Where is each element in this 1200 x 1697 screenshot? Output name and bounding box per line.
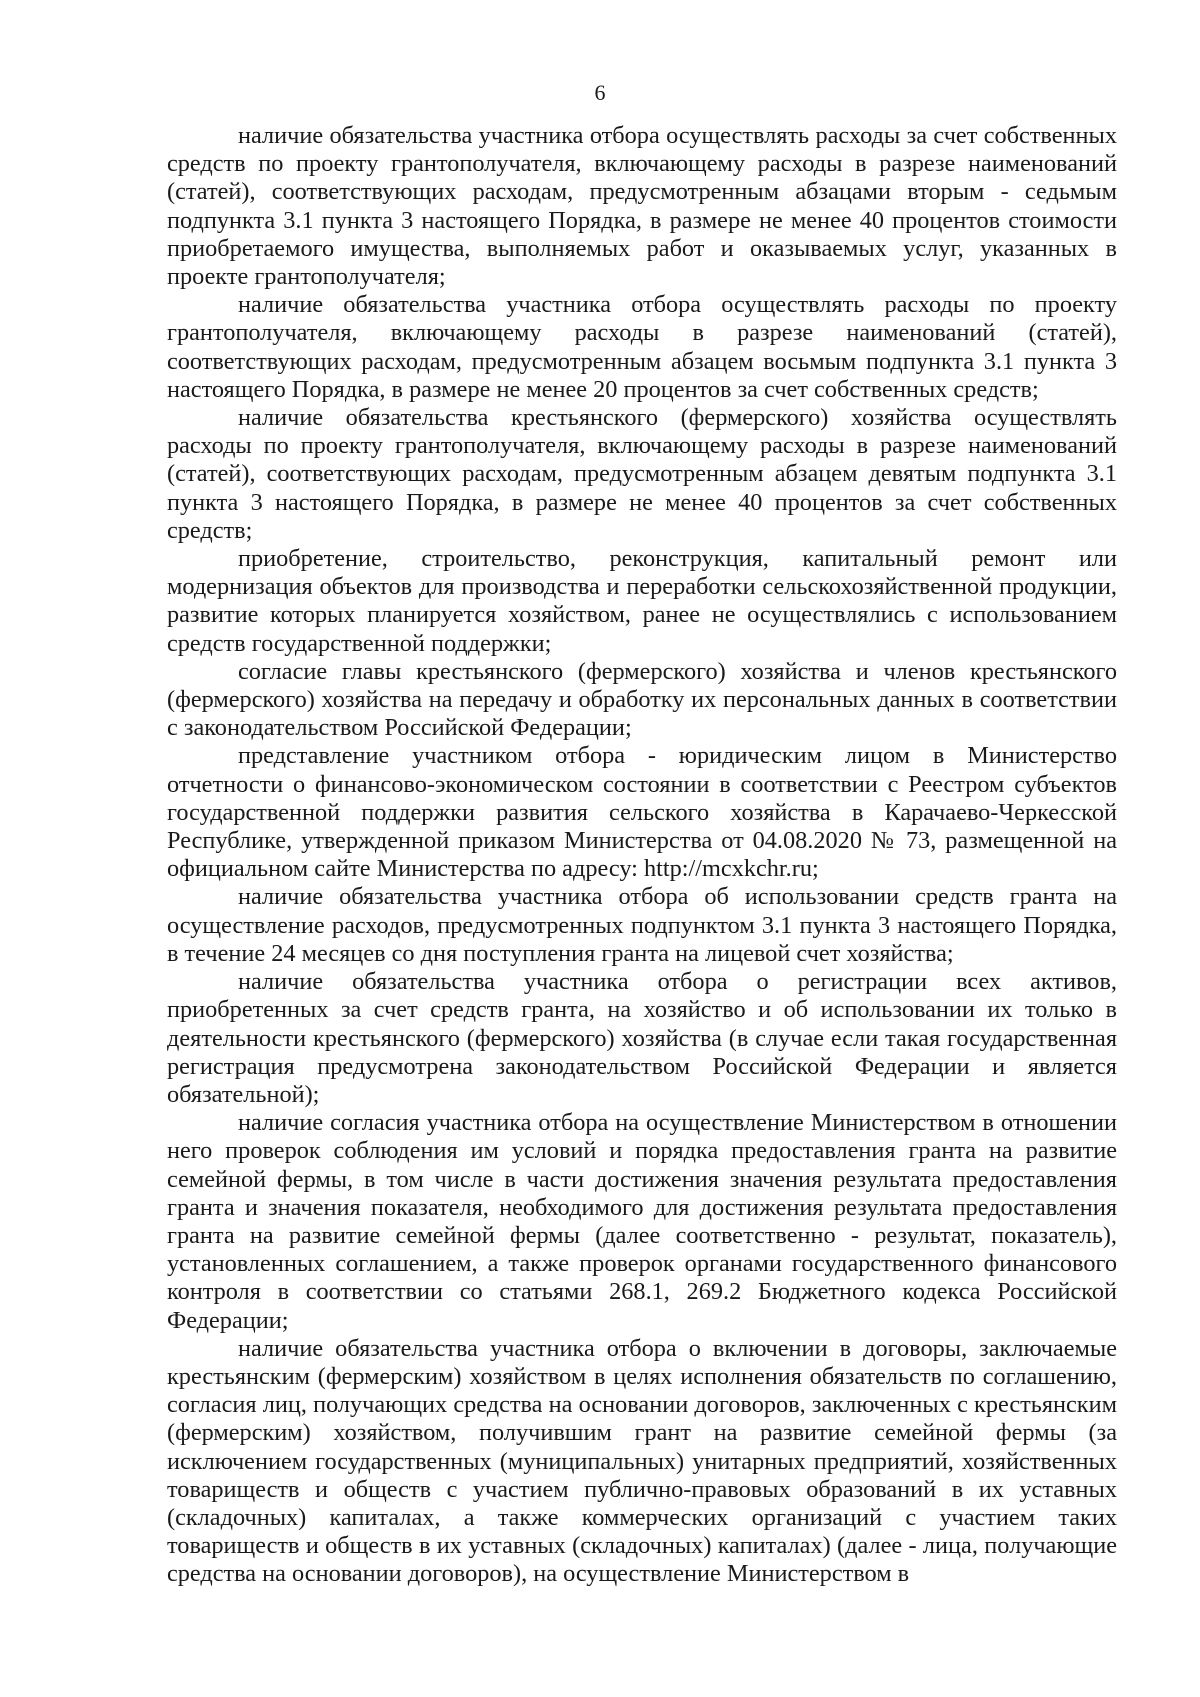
paragraph-farm-own-funds-40-percent: наличие обязательства крестьянского (фермерского) хозяйства осуществлять расходы по проекту грантополучателя, включающему расходы в разрезе наименований (статей), соответствующих расходам, предусмотренным абзацем девятым подпункта 3.1 пункта 3 настоящего Порядка, в размере не менее 40 процентов за счет собственных средств; [167, 404, 1117, 544]
paragraph-inspection-consent: наличие согласия участника отбора на осуществление Министерством в отношении него проверок соблюдения им условий и порядка предоставления гранта на развитие семейной фермы, в том числе в части достижения значения результата предоставления гранта и значения показателя, необходимого для достижения результата предоставления гранта на развитие семейной фермы (далее соответственно - результат, показатель), установленных соглашением, а также проверок органами государственного финансового контроля в соответствии со статьями 268.1, 269.2 Бюджетного кодекса Российской Федерации; [167, 1109, 1117, 1334]
paragraph-personal-data-consent: согласие главы крестьянского (фермерского) хозяйства и членов крестьянского (фермерского) хозяйства на передачу и обработку их персональных данных в соответствии с законодательством Российской Федерации; [167, 657, 1117, 742]
paragraph-contract-consent: наличие обязательства участника отбора о включении в договоры, заключаемые крестьянским (фермерским) хозяйством в целях исполнения обязательств по соглашению, согласия лиц, получающих средства на основании договоров, заключенных с крестьянским (фермерским) хозяйством, получившим грант на развитие семейной фермы (за исключением государственных (муниципальных) унитарных предприятий, хозяйственных товариществ и обществ с участием публично-правовых образований в их уставных (складочных) капиталах, а также коммерческих организаций с участием таких товариществ и обществ в их уставных (складочных) капиталах) (далее - лица, получающие средства на основании договоров), на осуществление Министерством в [167, 1334, 1117, 1588]
document-body [167, 122, 1117, 1589]
paragraph-own-funds-40-percent: наличие обязательства участника отбора осуществлять расходы за счет собственных средств по проекту грантополучателя, включающему расходы в разрезе наименований (статей), соответствующих расходам, предусмотренным абзацами вторым - седьмым подпункта 3.1 пункта 3 настоящего Порядка, в размере не менее 40 процентов стоимости приобретаемого имущества, выполняемых работ и оказываемых услуг, указанных в проекте грантополучателя; [167, 122, 1117, 291]
paragraph-own-funds-20-percent: наличие обязательства участника отбора осуществлять расходы по проекту грантополучателя, включающему расходы в разрезе наименований (статей), соответствующих расходам, предусмотренным абзацем восьмым подпункта 3.1 пункта 3 настоящего Порядка, в размере не менее 20 процентов за счет собственных средств; [167, 291, 1117, 403]
paragraph-financial-reporting: представление участником отбора - юридическим лицом в Министерство отчетности о финансово-экономическом состоянии в соответствии с Реестром субъектов государственной поддержки развития сельского хозяйства в Карачаево-Черкесской Республике, утвержденной приказом Министерства от 04.08.2020 № 73, размещенной на официальном сайте Министерства по адресу: http://mcxkchr.ru; [167, 742, 1117, 883]
paragraph-asset-registration: наличие обязательства участника отбора о регистрации всех активов, приобретенных за счет средств гранта, на хозяйство и об использовании их только в деятельности крестьянского (фермерского) хозяйства (в случае если такая государственная регистрация предусмотрена законодательством Российской Федерации и является обязательной); [167, 968, 1117, 1108]
page-number: 6 [594, 80, 606, 105]
paragraph-grant-use-24-months: наличие обязательства участника отбора об использовании средств гранта на осуществление расходов, предусмотренных подпунктом 3.1 пункта 3 настоящего Порядка, в течение 24 месяцев со дня поступления гранта на лицевой счет хозяйства; [167, 883, 1117, 967]
paragraph-no-prior-state-support: приобретение, строительство, реконструкция, капитальный ремонт или модернизация объектов для производства и переработки сельскохозяйственной продукции, развитие которых планируется хозяйством, ранее не осуществлялись с использованием средств государственной поддержки; [167, 545, 1117, 657]
